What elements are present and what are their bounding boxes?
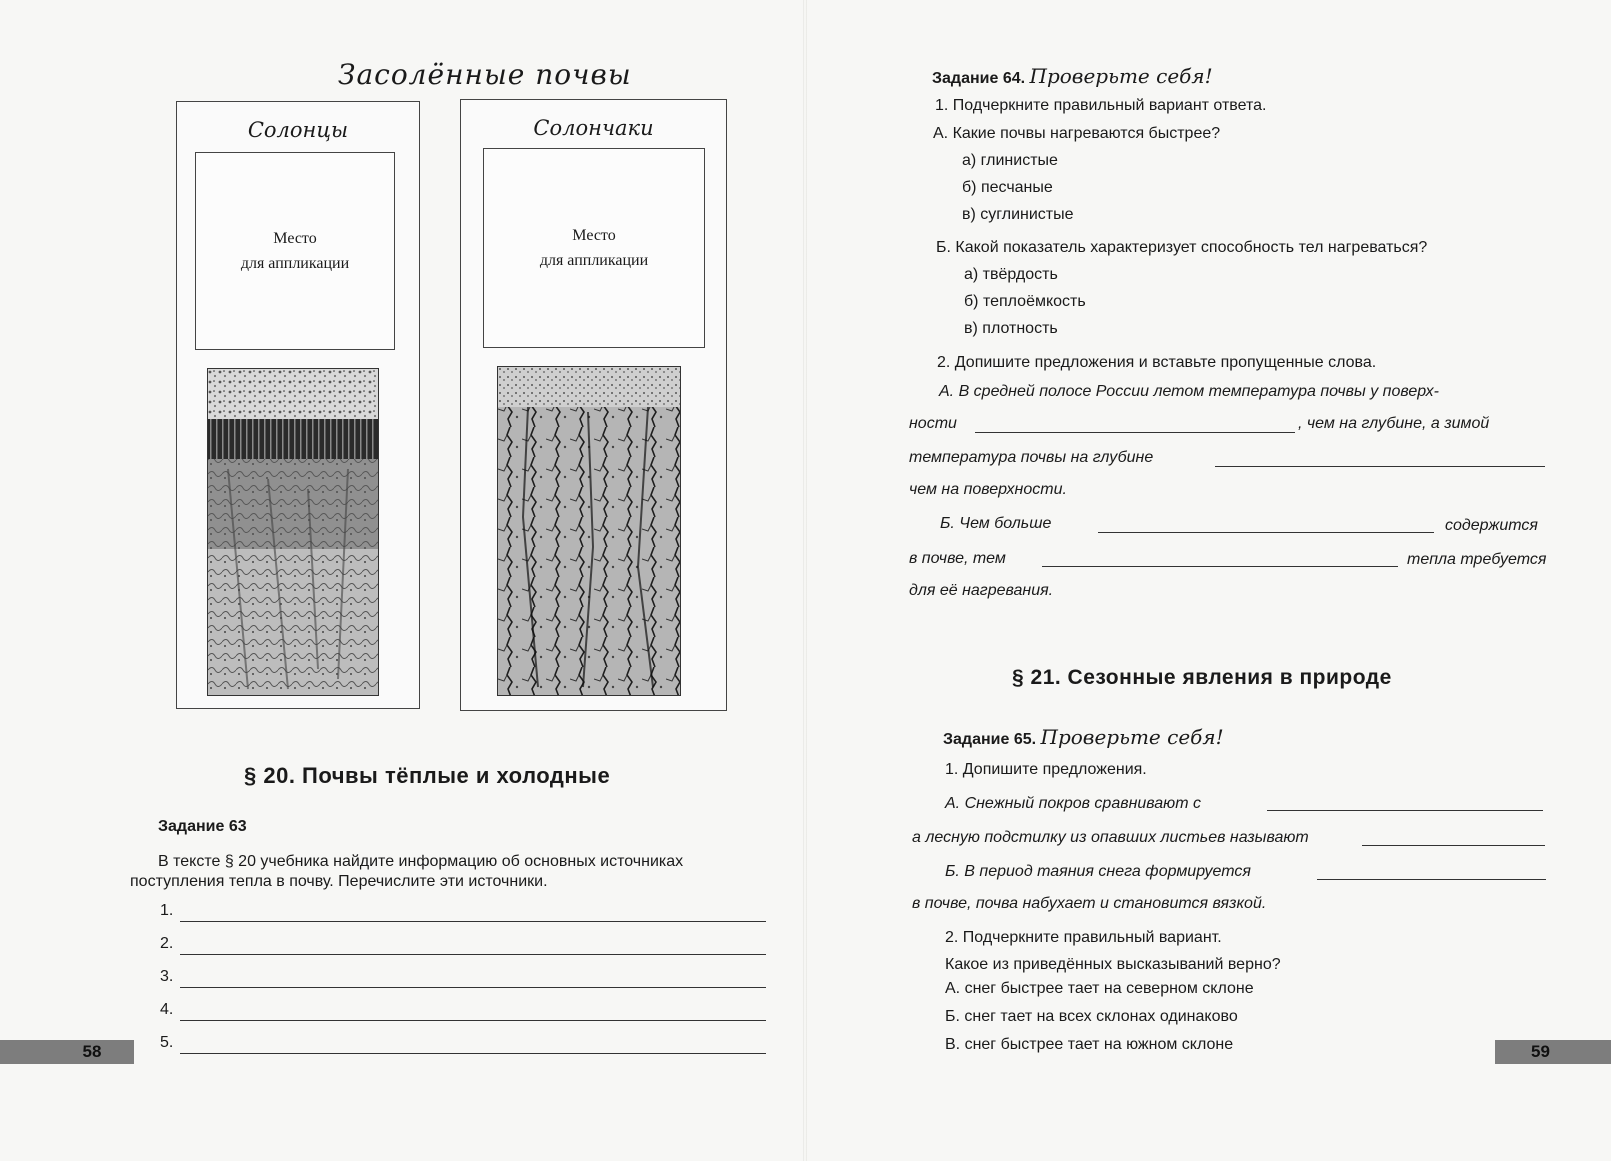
application-placeholder[interactable]: [483, 148, 705, 348]
paragraph-heading-20: § 20. Почвы тёплые и холодные: [244, 763, 611, 788]
placeholder-text: для аппликации: [539, 252, 649, 269]
page-number-text: 59: [1531, 1042, 1550, 1061]
question-2a-text: чем на поверхности.: [909, 481, 1067, 498]
question-2b-text: Б. Чем больше: [940, 515, 1052, 532]
option[interactable]: в) плотность: [964, 320, 1058, 337]
answer-line[interactable]: [180, 954, 766, 955]
list-number: 4.: [160, 1001, 174, 1018]
question-2b-text: тепла требуется: [1407, 551, 1547, 568]
task-63-text: В тексте § 20 учебника найдите информацию об основных источниках: [158, 853, 684, 870]
placeholder-text: для аппликации: [240, 255, 350, 272]
question-1a: А. Какие почвы нагреваются быстрее?: [933, 125, 1221, 142]
question-2b-text: для её нагревания.: [909, 582, 1054, 599]
answer-line[interactable]: [180, 1053, 766, 1054]
question-2a-text: А. В средней полосе России летом температура почвы у поверх-: [939, 383, 1439, 400]
fill-in-blank[interactable]: [1267, 810, 1543, 811]
soil-profile-illustration: [498, 367, 680, 695]
box-title: Солонцы: [247, 118, 349, 142]
task-65-text: в почве, почва набухает и становится вязкой.: [912, 895, 1267, 912]
fill-in-blank[interactable]: [1362, 845, 1545, 846]
right-page: [805, 0, 1611, 1161]
list-number: 1.: [160, 902, 174, 919]
option[interactable]: б) теплоёмкость: [964, 293, 1086, 310]
task-64-header: [932, 64, 1213, 88]
fill-in-blank[interactable]: [1215, 466, 1545, 467]
task-63-title: Задание 63: [158, 818, 247, 835]
task-65-header: [943, 725, 1224, 749]
application-placeholder[interactable]: [195, 152, 395, 350]
section-title-saline-soils: Засолённые почвы: [338, 58, 632, 91]
list-number: 5.: [160, 1034, 174, 1051]
soil-box-solonets: [176, 101, 420, 709]
option[interactable]: а) глинистые: [962, 152, 1058, 169]
question-1b: Б. Какой показатель характеризует способность тел нагреваться?: [936, 239, 1428, 256]
option[interactable]: в) суглинистые: [962, 206, 1074, 223]
soil-profile-image: [497, 366, 681, 696]
page-number: [0, 1040, 134, 1064]
option[interactable]: А. снег быстрее тает на северном склоне: [945, 980, 1254, 997]
task-65-question-2: 2. Подчеркните правильный вариант.: [945, 929, 1222, 946]
fill-in-blank[interactable]: [1042, 566, 1398, 567]
fill-in-blank[interactable]: [975, 432, 1295, 433]
question-1: 1. Подчеркните правильный вариант ответа.: [935, 97, 1267, 114]
answer-line[interactable]: [180, 1020, 766, 1021]
task-65-text: Б. В период таяния снега формируется: [945, 863, 1251, 880]
left-page: [0, 0, 805, 1161]
fill-in-blank[interactable]: [1098, 532, 1434, 533]
task-65-question-1: 1. Допишите предложения.: [945, 761, 1147, 778]
placeholder-text: Место: [273, 230, 317, 247]
option[interactable]: а) твёрдость: [964, 266, 1058, 283]
question-2a-text: , чем на глубине, а зимой: [1298, 415, 1490, 432]
task-65-title: Задание 65.: [943, 731, 1037, 748]
placeholder-text: Место: [572, 227, 616, 244]
soil-profile-image: [207, 368, 379, 696]
box-title: Солончаки: [533, 116, 654, 140]
task-64-title: Задание 64.: [932, 70, 1026, 87]
option[interactable]: Б. снег тает на всех склонах одинаково: [945, 1008, 1238, 1025]
question-2b-text: содержится: [1445, 517, 1538, 534]
question-2b-text: в почве, тем: [909, 550, 1006, 567]
paragraph-heading-21: § 21. Сезонные явления в природе: [1012, 666, 1392, 689]
page-number: [1495, 1040, 1611, 1064]
question-2: 2. Допишите предложения и вставьте пропущенные слова.: [937, 354, 1377, 371]
fill-in-blank[interactable]: [1317, 879, 1546, 880]
option[interactable]: В. снег быстрее тает на южном склоне: [945, 1036, 1234, 1053]
page-number-text: 58: [82, 1042, 102, 1061]
task-65-text: а лесную подстилку из опавших листьев называют: [912, 829, 1309, 846]
soil-profile-illustration: [208, 369, 378, 695]
task-65-question-2-text: Какое из приведённых высказываний верно?: [945, 956, 1281, 973]
soil-box-solonchak: [460, 99, 727, 711]
task-65-text: А. Снежный покров сравнивают с: [945, 795, 1201, 812]
list-number: 3.: [160, 968, 174, 985]
list-number: 2.: [160, 935, 174, 952]
question-2a-text: ности: [909, 415, 957, 432]
question-2a-text: температура почвы на глубине: [909, 449, 1154, 466]
task-64-subtitle: Проверьте себя!: [1029, 64, 1213, 88]
answer-line[interactable]: [180, 987, 766, 988]
option[interactable]: б) песчаные: [962, 179, 1053, 196]
answer-line[interactable]: [180, 921, 766, 922]
task-65-subtitle: Проверьте себя!: [1040, 725, 1224, 749]
task-63-text: поступления тепла в почву. Перечислите эти источники.: [130, 873, 548, 890]
